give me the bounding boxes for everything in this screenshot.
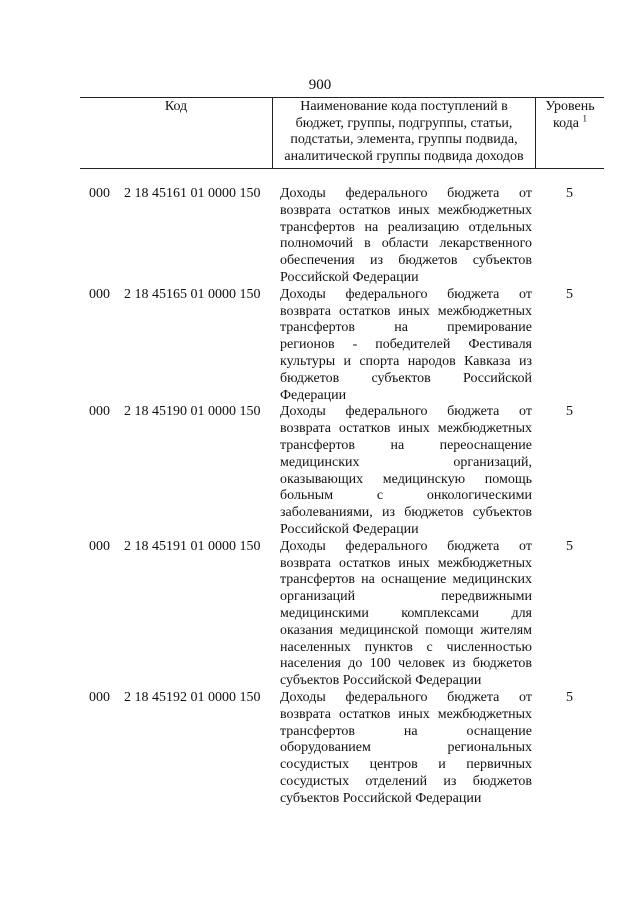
header-name-line: Наименование кода поступлений в [300, 99, 508, 114]
table-row [80, 287, 604, 405]
header-name-line: подстатьи, элемента, группы подвида, [290, 132, 518, 147]
revenue-name-line: трансфертов на реализацию отдельных [280, 219, 532, 235]
revenue-name-line: трансфертов на премирование [280, 320, 532, 336]
revenue-name-line: Доходы федерального бюджета от [280, 186, 532, 201]
header-level-line1: Уровень [545, 99, 595, 114]
admin-code: 000 [89, 186, 110, 201]
revenue-name-line: возврата остатков иных межбюджетных [280, 303, 532, 319]
revenue-name-line: возврата остатков иных межбюджетных [280, 421, 532, 437]
revenue-code: 2 18 45190 01 0000 150 [124, 404, 261, 420]
revenue-name-line: регионов - победителей Фестиваля [280, 337, 532, 353]
code-level: 5 [566, 689, 573, 705]
revenue-name-line: Российской Федерации [280, 521, 419, 537]
revenue-name-line: трансфертов на оснащение медицинских [280, 572, 532, 588]
revenue-name [280, 186, 532, 287]
revenue-name [280, 539, 532, 690]
revenue-code: 2 18 45192 01 0000 150 [124, 689, 261, 705]
revenue-name-line: трансфертов на оснащение [280, 723, 532, 739]
header-name-line: аналитической группы подвида доходов [284, 148, 524, 164]
table-body [80, 186, 604, 807]
table-row [80, 404, 604, 538]
page-number: 900 [308, 77, 332, 93]
revenue-name [280, 287, 532, 405]
revenue-name-line: больным с онкологическими [280, 488, 532, 504]
code-level: 5 [566, 538, 573, 554]
revenue-name-line: оборудованием региональных [280, 740, 532, 756]
header-name-line: бюджет, группы, подгруппы, статьи, [295, 115, 513, 131]
revenue-name-line: медицинскими комплексами для [280, 605, 532, 621]
revenue-name [280, 404, 532, 538]
revenue-code: 2 18 45161 01 0000 150 [124, 186, 261, 201]
code-level: 5 [566, 404, 573, 420]
header-level [536, 98, 604, 168]
revenue-code: 2 18 45165 01 0000 150 [124, 286, 261, 302]
revenue-name-line: медицинских организаций, [280, 454, 532, 470]
header-level-footnote: 1 [582, 112, 588, 123]
header-code: Код [164, 99, 188, 114]
revenue-name-line: возврата остатков иных межбюджетных [280, 706, 532, 722]
revenue-name-line: бюджетов субъектов Российской [280, 370, 532, 386]
revenue-name-line: обеспечения из бюджетов субъектов [280, 253, 532, 269]
table-row [80, 690, 604, 808]
code-level: 5 [566, 186, 573, 201]
revenue-name-line: сосудистых центров и первичных [280, 757, 532, 773]
revenue-name-line: Федерации [280, 387, 347, 403]
revenue-name-line: субъектов Российской Федерации [280, 790, 482, 806]
revenue-name-line: Доходы федерального бюджета от [280, 404, 532, 420]
revenue-name-line: полномочий в области лекарственного [280, 236, 532, 252]
revenue-name-line: сосудистых отделений из бюджетов [280, 773, 532, 789]
table-header [80, 97, 604, 169]
revenue-code: 2 18 45191 01 0000 150 [124, 538, 261, 554]
revenue-name-line: Доходы федерального бюджета от [280, 689, 532, 705]
revenue-name-line: Доходы федерального бюджета от [280, 286, 532, 302]
code-level: 5 [566, 286, 573, 302]
admin-code: 000 [89, 538, 110, 554]
revenue-name-line: организаций передвижными [280, 589, 532, 605]
revenue-name-line: трансфертов на переоснащение [280, 437, 532, 453]
revenue-name-line: оказания медицинской помощи жителям [280, 622, 532, 638]
header-name [272, 98, 536, 168]
revenue-name-line: населения до 100 человек из бюджетов [280, 656, 532, 672]
revenue-name-line: Российской Федерации [280, 269, 419, 285]
revenue-name-line: субъектов Российской Федерации [280, 673, 482, 689]
table-row [80, 539, 604, 690]
table-row [80, 186, 604, 287]
admin-code: 000 [89, 689, 110, 705]
header-level-label: кода [552, 115, 580, 131]
revenue-name-line: Доходы федерального бюджета от [280, 538, 532, 554]
revenue-name-line: заболеваниями, из бюджетов субъектов [280, 505, 532, 521]
revenue-name-line: населенных пунктов с численностью [280, 639, 532, 655]
revenue-name-line: возврата остатков иных межбюджетных [280, 555, 532, 571]
revenue-name-line: оказывающих медицинскую помощь [280, 471, 532, 487]
revenue-name-line: возврата остатков иных межбюджетных [280, 202, 532, 218]
header-level-line2 [536, 112, 604, 133]
revenue-name-line: культуры и спорта народов Кавказа из [280, 353, 532, 369]
revenue-name [280, 690, 532, 808]
admin-code: 000 [89, 404, 110, 420]
admin-code: 000 [89, 286, 110, 302]
